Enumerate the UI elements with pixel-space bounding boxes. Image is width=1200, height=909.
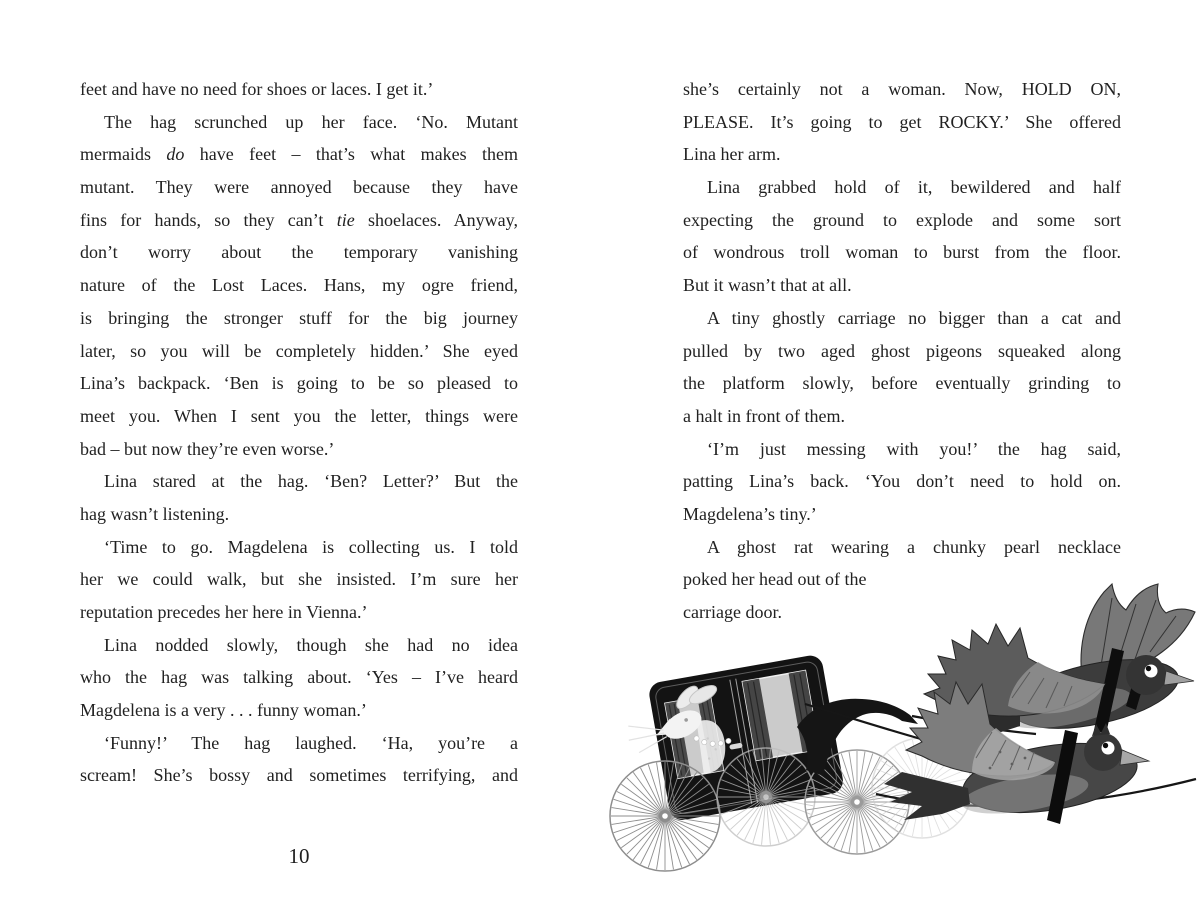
left-page-text: [80, 73, 518, 792]
text-line: But it wasn’t that at all.: [683, 275, 852, 296]
pigeon-upper-eye: [1145, 665, 1158, 678]
ghost-rat: [621, 678, 736, 786]
pigeon-upper-harness: [1094, 648, 1150, 734]
text-line: the platform slowly, before eventually grinding to: [683, 373, 1121, 394]
text-line: Lina nodded slowly, though she had no idea: [104, 634, 518, 655]
carriage-body: [620, 654, 845, 827]
text-line: a halt in front of them.: [683, 405, 845, 426]
text-line: meet you. When I sent you the letter, things were: [80, 405, 518, 426]
text-line: mutant. They were annoyed because they have: [80, 177, 518, 198]
text-line: A ghost rat wearing a chunky pearl necklace: [707, 536, 1121, 557]
text-line: hag wasn’t listening.: [80, 503, 230, 524]
pigeon-upper-tail: [946, 698, 1020, 738]
pigeon-lower-head: [1084, 733, 1122, 771]
text-line: poked her head out of the: [683, 569, 867, 590]
text-line: pulled by two aged ghost pigeons squeaked along: [683, 340, 1121, 361]
text-line: don’t worry about the temporary vanishing: [80, 242, 518, 263]
text-line: expecting the ground to explode and some sort: [683, 209, 1121, 230]
pigeon-lower-beak: [1120, 750, 1149, 765]
left-page: [80, 73, 518, 869]
text-line: of wondrous troll woman to burst from the floor.: [683, 242, 1121, 263]
text-line: feet and have no need for shoes or laces. I get it.’: [80, 79, 434, 99]
text-line: is bringing the stronger stuff for the big journey: [80, 307, 518, 328]
right-page-text: [683, 73, 1121, 629]
text-line: The hag scrunched up her face. ‘No. Mutant: [104, 111, 518, 132]
text-line: Lina’s backpack. ‘Ben is going to be so pleased to: [80, 373, 518, 394]
carriage-right-window: [742, 671, 819, 761]
text-line: nature of the Lost Laces. Hans, my ogre friend,: [80, 275, 518, 296]
pigeon-lower: [884, 682, 1149, 824]
carriage-wheels: [610, 738, 972, 871]
text-line: scream! She’s bossy and sometimes terrifying, and: [80, 765, 518, 786]
text-line: ‘Time to go. Magdelena is collecting us. I told: [104, 536, 518, 557]
pearl-necklace: [694, 730, 732, 750]
carriage-pigeons-illustration: [600, 582, 1200, 909]
text-line: Lina stared at the hag. ‘Ben? Letter?’ But the: [104, 471, 518, 492]
right-page: [683, 73, 1121, 629]
text-line: her we could walk, but she insisted. I’m sure her: [80, 569, 518, 590]
pigeon-lower-harness: [1047, 730, 1078, 824]
pigeon-upper-head: [1126, 655, 1166, 695]
text-line: who the hag was talking about. ‘Yes – I’ve heard: [80, 667, 518, 688]
pigeon-lower-eye: [1102, 742, 1115, 755]
text-line: ‘Funny!’ The hag laughed. ‘Ha, you’re a: [104, 732, 518, 753]
text-line: Magdelena is a very . . . funny woman.’: [80, 700, 367, 721]
pigeon-upper-body: [1006, 647, 1185, 741]
text-line: Lina her arm.: [683, 144, 781, 165]
text-line: later, so you will be completely hidden.’ She eyed: [80, 340, 518, 361]
pigeon-upper-near-wing: [924, 624, 1105, 716]
rat-whiskers: [626, 720, 668, 754]
text-line: A tiny ghostly carriage no bigger than a cat and: [707, 307, 1121, 328]
text-line: she’s certainly not a woman. Now, HOLD ON,: [683, 79, 1121, 99]
text-line: Magdelena’s tiny.’: [683, 503, 817, 524]
carriage-door-line: [730, 679, 758, 804]
text-line: ‘I’m just messing with you!’ the hag said,: [707, 438, 1121, 459]
carriage-door-handle: [729, 743, 743, 750]
pigeon-upper-beak: [1164, 671, 1194, 685]
text-line: fins for hands, so they can’t tie shoelaces. Anyway,: [80, 209, 518, 230]
reins: [805, 704, 1196, 806]
pigeon-lower-crest: [1092, 723, 1110, 736]
text-line: bad – but now they’re even worse.’: [80, 438, 335, 459]
pigeon-lower-body: [958, 733, 1142, 824]
text-line: patting Lina’s back. ‘You don’t need to hold on.: [683, 471, 1121, 492]
text-line: reputation precedes her here in Vienna.’: [80, 602, 368, 622]
text-line: mermaids do have feet – that’s what makes them: [80, 144, 518, 165]
text-line: carriage door.: [683, 602, 782, 622]
page-number: 10: [288, 844, 310, 869]
rat-eye: [684, 718, 688, 722]
text-line: PLEASE. It’s going to get ROCKY.’ She offered: [683, 111, 1121, 132]
carriage-fender: [797, 699, 918, 776]
text-line: Lina grabbed hold of it, bewildered and half: [707, 177, 1121, 198]
carriage-left-window: [665, 695, 723, 778]
pigeon-lower-tail: [884, 772, 970, 820]
pigeon-lower-near-wing: [906, 682, 1055, 776]
